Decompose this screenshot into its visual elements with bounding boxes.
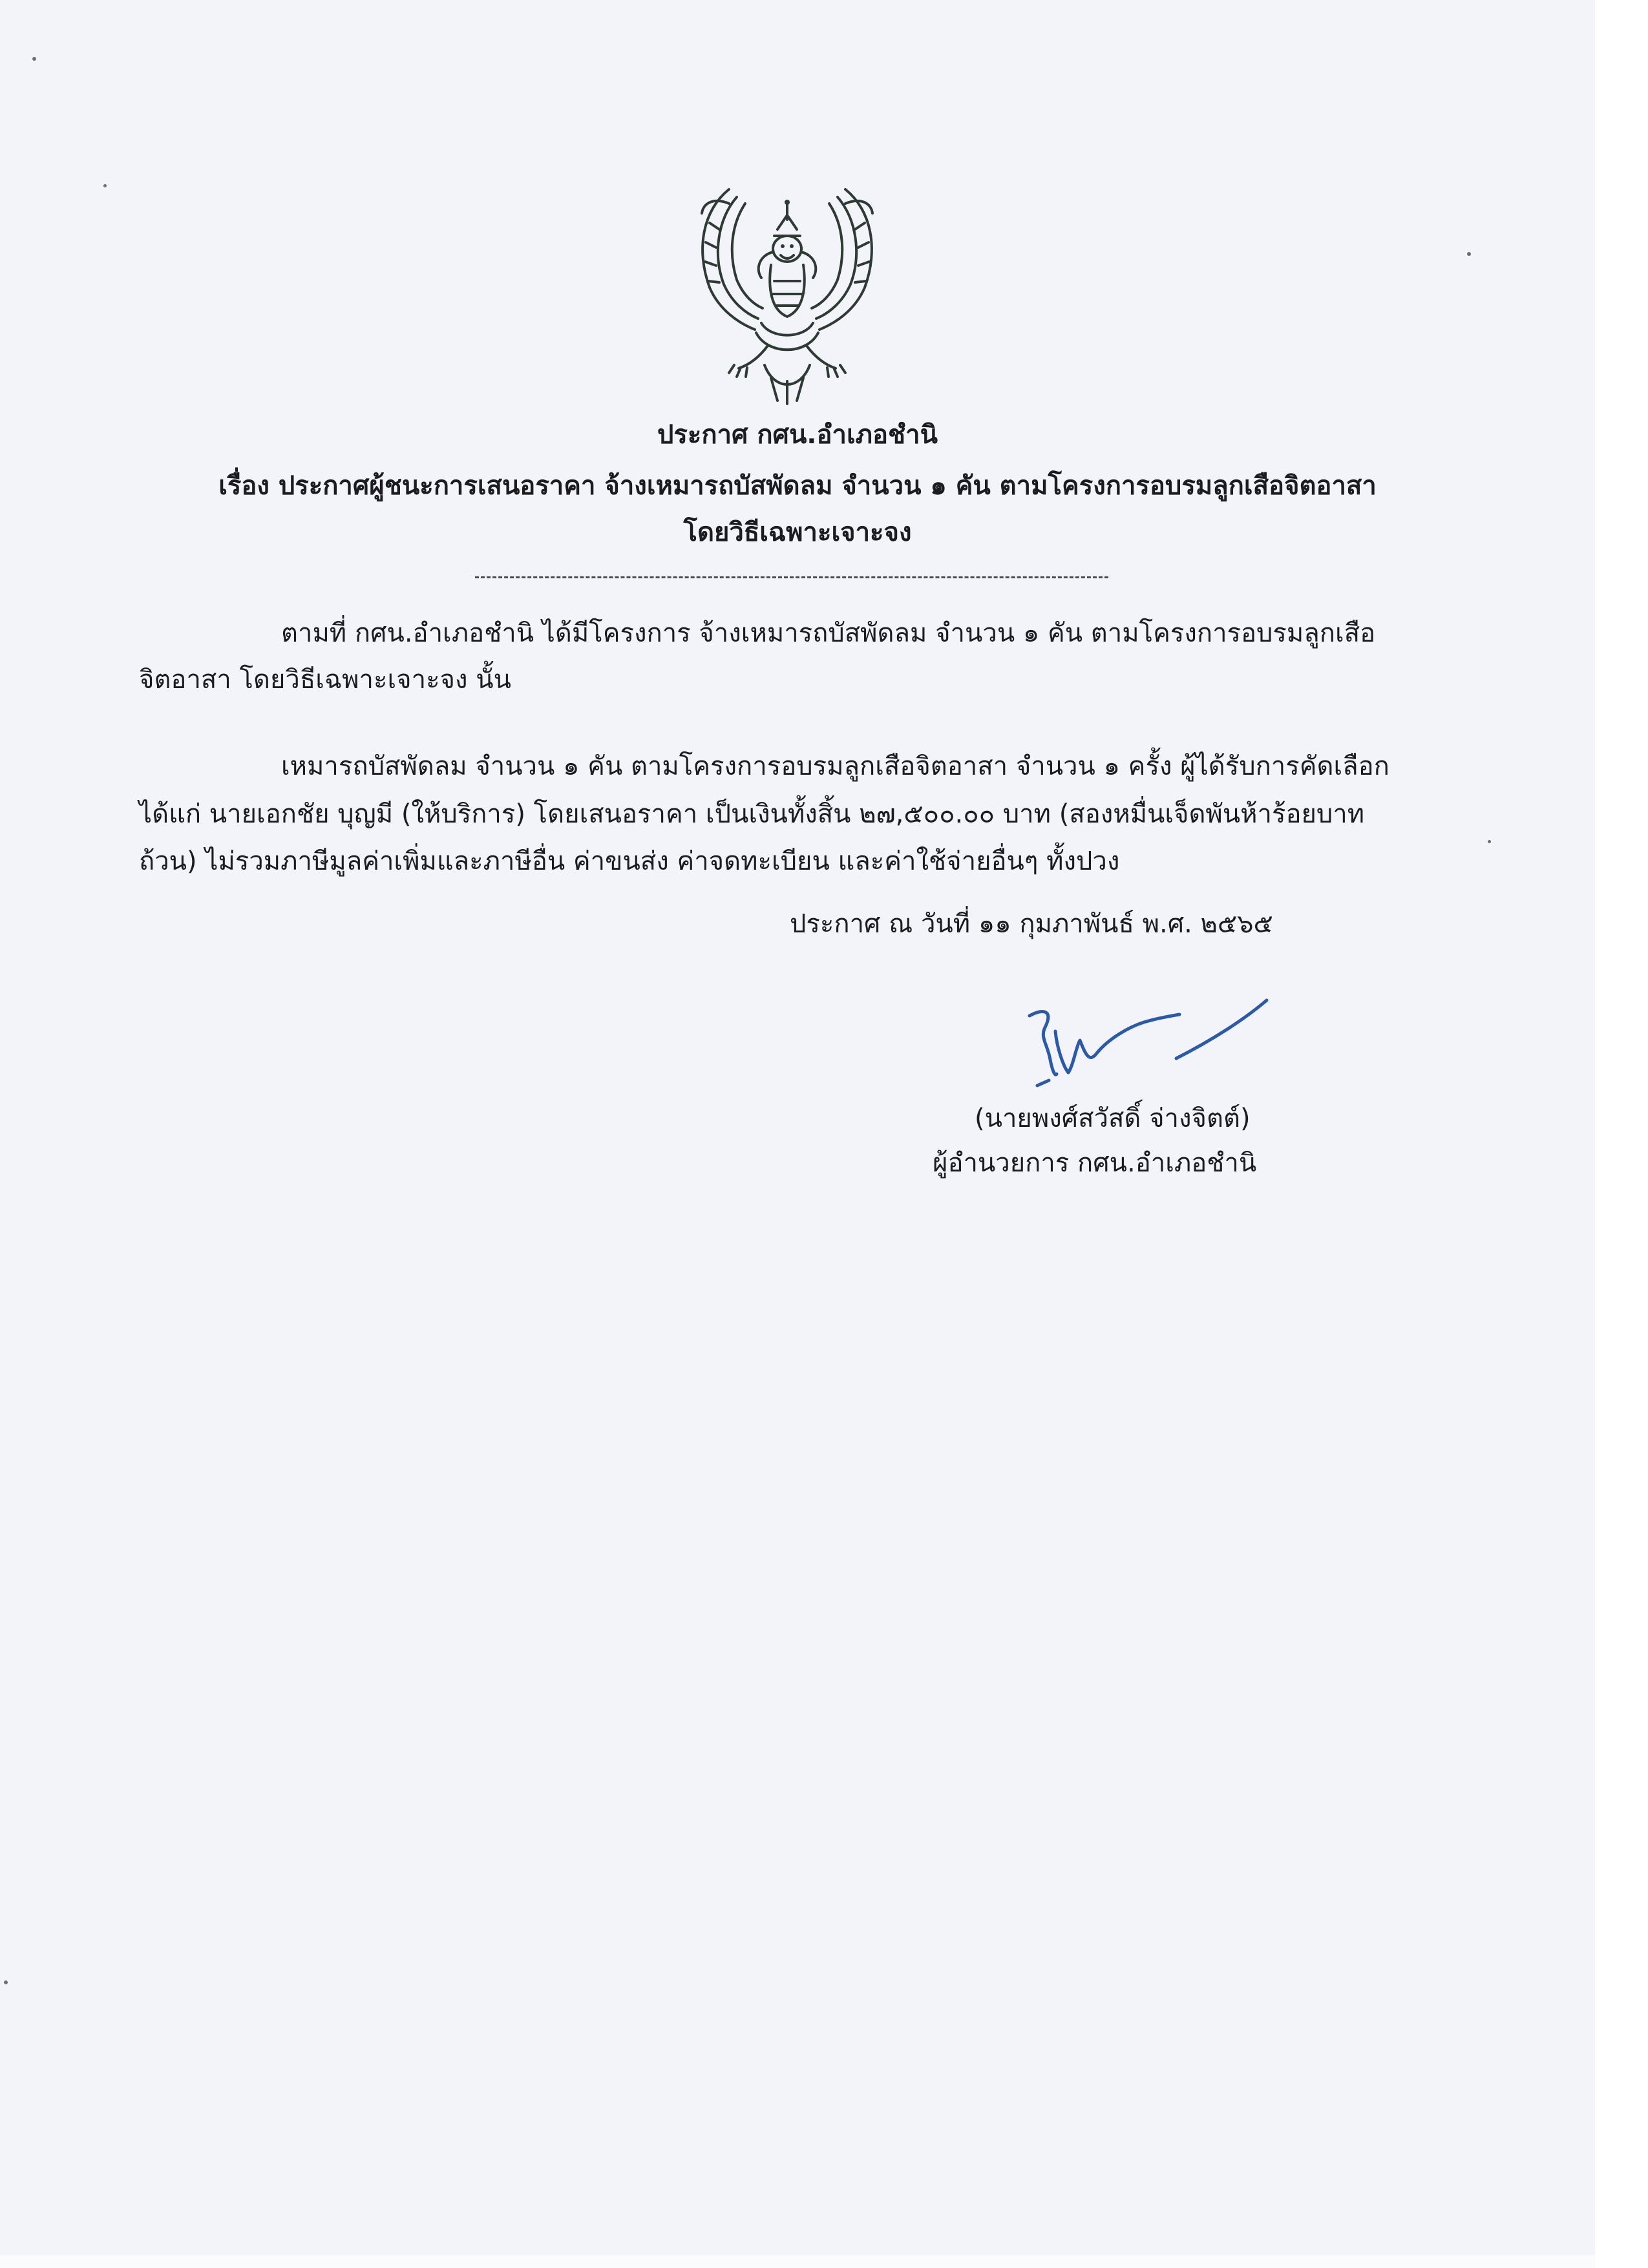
paragraph-1-line-2: จิตอาสา โดยวิธีเฉพาะเจาะจง นั้น bbox=[139, 665, 511, 695]
scan-speck bbox=[1467, 252, 1471, 256]
announcement-subject: เรื่อง ประกาศผู้ชนะการเสนอราคา จ้างเหมารถบัสพัดลม จำนวน ๑ คัน ตามโครงการอบรมลูกเสือจิตอาสา bbox=[218, 471, 1377, 501]
garuda-emblem-icon bbox=[684, 184, 891, 407]
announcement-title: ประกาศ กศน.อำเภอชำนิ bbox=[657, 420, 938, 450]
header-divider bbox=[475, 576, 1108, 579]
scan-speck bbox=[32, 57, 36, 61]
announcement-subject-continued: โดยวิธีเฉพาะเจาะจง bbox=[683, 518, 912, 547]
scan-margin-right bbox=[1595, 0, 1648, 2268]
signer-position: ผู้อำนวยการ กศน.อำเภอชำนิ bbox=[933, 1148, 1257, 1178]
scan-margin-bottom bbox=[0, 2255, 1595, 2268]
scan-speck bbox=[103, 184, 107, 187]
scan-speck bbox=[4, 1980, 8, 1984]
signer-name: (นายพงศ์สวัสดิ์ จ่างจิตต์) bbox=[975, 1104, 1251, 1133]
paragraph-2-line-2: ได้แก่ นายเอกชัย บุญมี (ให้บริการ) โดยเสนอราคา เป็นเงินทั้งสิ้น ๒๗,๕๐๐.๐๐ บาท (สองหมื่นเจ็ดพันห้าร้อยบาท bbox=[139, 799, 1365, 829]
scan-speck bbox=[1488, 840, 1491, 843]
announcement-date: ประกาศ ณ วันที่ ๑๑ กุมภาพันธ์ พ.ศ. ๒๕๖๕ bbox=[790, 909, 1273, 939]
handwritten-signature-icon bbox=[1018, 982, 1276, 1092]
paragraph-2-line-3: ถ้วน) ไม่รวมภาษีมูลค่าเพิ่มและภาษีอื่น ค่าขนส่ง ค่าจดทะเบียน และค่าใช้จ่ายอื่นๆ ทั้งปวง bbox=[139, 846, 1120, 876]
paragraph-1-line-1: ตามที่ กศน.อำเภอชำนิ ได้มีโครงการ จ้างเหมารถบัสพัดลม จำนวน ๑ คัน ตามโครงการอบรมลูกเสือ bbox=[281, 618, 1376, 648]
paragraph-2-line-1: เหมารถบัสพัดลม จำนวน ๑ คัน ตามโครงการอบรมลูกเสือจิตอาสา จำนวน ๑ ครั้ง ผู้ได้รับการคัดเลือก bbox=[281, 751, 1389, 781]
